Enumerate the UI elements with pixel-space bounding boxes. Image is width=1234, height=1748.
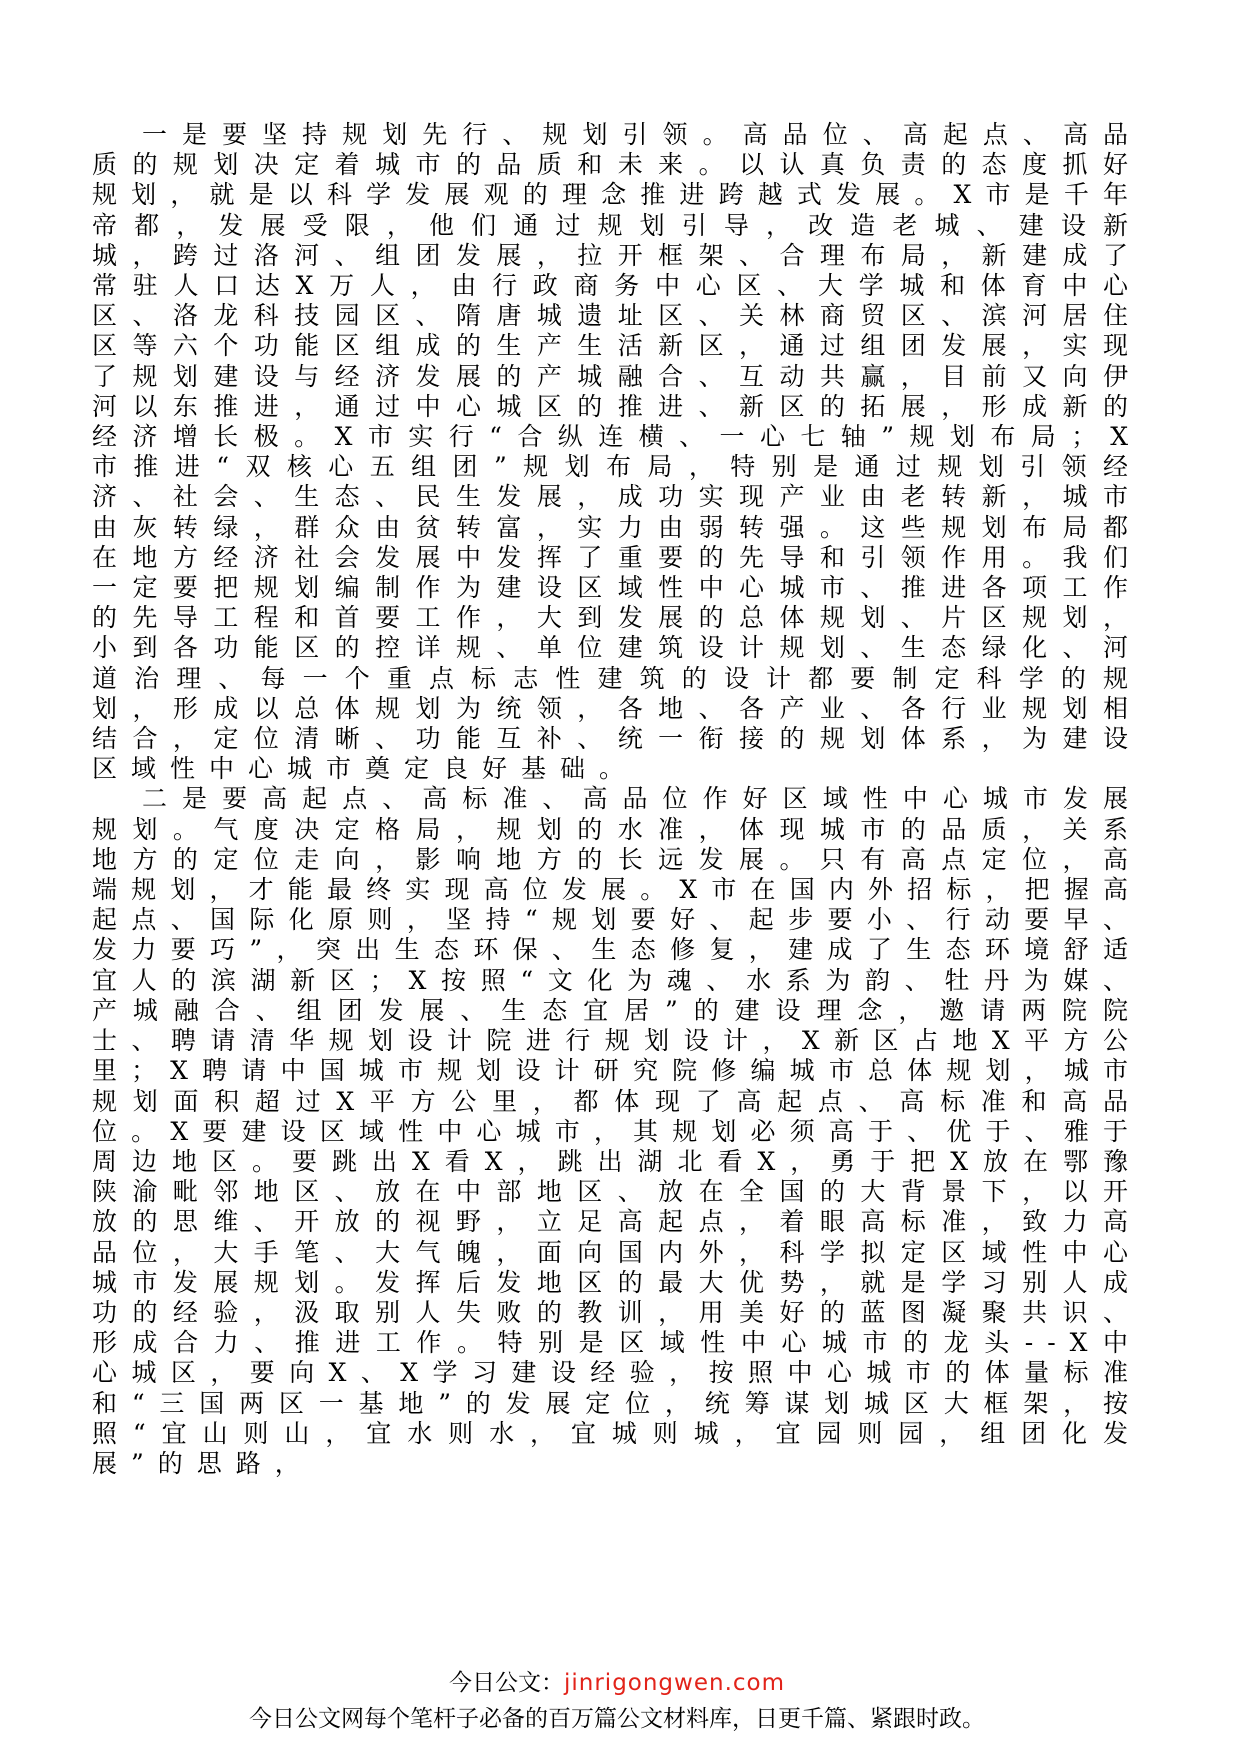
footer-tagline: 今日公文网每个笔杆子必备的百万篇公文材料库，日更千篇、紧跟时政。 bbox=[249, 1706, 985, 1732]
footer-site-label: 今日公文： bbox=[448, 1670, 564, 1696]
footer-site-link[interactable]: jinrigongwen.com bbox=[563, 1670, 786, 1696]
paragraph-high-standard-planning: 二是要高起点、高标准、高品位作好区域性中心城市发展规划。气度决定格局，规划的水准，体现城市的品质，关系地方的定位走向，影响地方的长远发展。只有高点定位，高端规划，才能最终实现高位发展。X市在国内外招标，把握高起点、国际化原则，坚持“规划要好、起步要小、行动要早、发力要巧”，突出生态环保、生态修复，建成了生态环境舒适宜人的滨湖新区；X按照“文化为魂、水系为韵、牡丹为媒、产城融合、组团发展、生态宜居”的建设理念，邀请两院院士、聘请清华规划设计院进行规划设计，X新区占地X平方公里；X聘请中国城市规划设计研究院修编城市总体规划，城市规划面积超过X平方公里，都体现了高起点、高标准和高品位。X要建设区域性中心城市，其规划必须高于、优于、雅于周边地区。要跳出X看X，跳出湖北看X，勇于把X放在鄂豫陕渝毗邻地区、放在中部地区、放在全国的大背景下，以开放的思维、开放的视野，立足高起点，着眼高标准，致力高品位，大手笔、大气魄，面向国内外，科学拟定区域性中心城市发展规划。发挥后发地区的最大优势，就是学习别人成功的经验，汲取别人失败的教训，用美好的蓝图凝聚共识、形成合力、推进工作。特别是区域性中心城市的龙头--X中心城区，要向X、X学习建设经验，按照中心城市的体量标准和“三国两区一基地”的发展定位，统筹谋划城区大框架，按照“宜山则山，宜水则水，宜城则城，宜园则园，组团化发展”的思路， bbox=[92, 784, 1142, 1478]
document-body bbox=[92, 120, 1142, 1479]
footer-site-line bbox=[0, 1664, 1234, 1697]
paragraph-planning-first: 一是要坚持规划先行、规划引领。高品位、高起点、高品质的规划决定着城市的品质和未来。以认真负责的态度抓好规划，就是以科学发展观的理念推进跨越式发展。X市是千年帝都，发展受限，他们通过规划引导，改造老城、建设新城，跨过洛河、组团发展，拉开框架、合理布局，新建成了常驻人口达X万人，由行政商务中心区、大学城和体育中心区、洛龙科技园区、隋唐城遗址区、关林商贸区、滨河居住区等六个功能区组成的生产生活新区，通过组团发展，实现了规划建设与经济发展的产城融合、互动共赢，目前又向伊河以东推进，通过中心城区的推进、新区的拓展，形成新的经济增长极。X市实行“合纵连横、一心七轴”规划布局；X市推进“双核心五组团”规划布局，特别是通过规划引领经济、社会、生态、民生发展，成功实现产业由老转新，城市由灰转绿，群众由贫转富，实力由弱转强。这些规划布局都在地方经济社会发展中发挥了重要的先导和引领作用。我们一定要把规划编制作为建设区域性中心城市、推进各项工作的先导工程和首要工作，大到发展的总体规划、片区规划，小到各功能区的控详规、单位建筑设计规划、生态绿化、河道治理、每一个重点标志性建筑的设计都要制定科学的规划，形成以总体规划为统领，各地、各产业、各行业规划相结合，定位清晰、功能互补、统一衔接的规划体系，为建设区域性中心城市奠定良好基础。 bbox=[92, 120, 1142, 784]
